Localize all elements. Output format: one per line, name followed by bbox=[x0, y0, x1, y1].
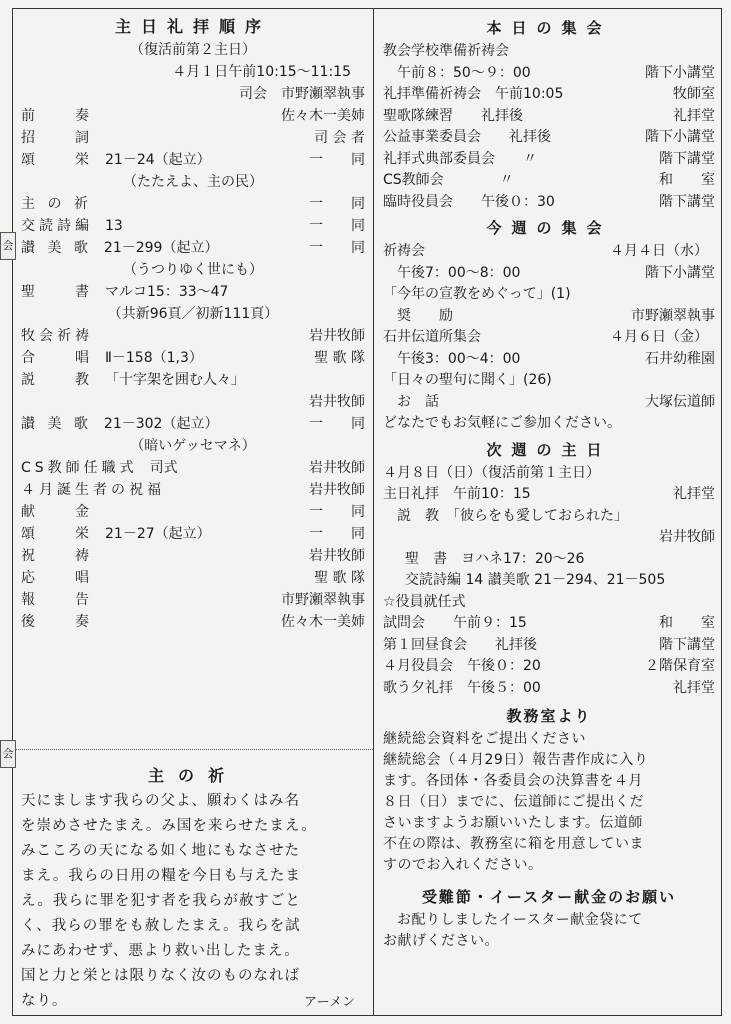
order-label: 前 奏 bbox=[21, 108, 93, 124]
list-item-left: 石井伝道所集会 bbox=[383, 329, 481, 345]
list-item-left: 午後7：00～8：00 bbox=[397, 264, 521, 281]
order-detail bbox=[93, 105, 281, 127]
list-item-right: 階下小講堂 bbox=[645, 64, 715, 81]
list-item-right: 階下講堂 bbox=[659, 193, 715, 210]
prayer-line: みにあわせず、悪より救い出したまえ。 bbox=[21, 943, 300, 959]
office-line: さいますようお願いいたします。伝道師 bbox=[383, 815, 643, 831]
list-text: 「今年の宣教をめぐって」(1) bbox=[383, 286, 571, 302]
order-detail bbox=[93, 567, 314, 589]
order-detail bbox=[93, 127, 314, 149]
order-person: 佐々木一美姉 bbox=[281, 614, 365, 630]
office-line: すのでお入れください。 bbox=[383, 857, 543, 873]
list-item-left: 第１回昼食会 礼拝後 bbox=[383, 636, 537, 653]
list-item-right: ４月４日（水） bbox=[610, 243, 715, 259]
list-right: 岩井牧師 bbox=[659, 529, 715, 545]
order-detail: 21－27（起立） bbox=[105, 526, 211, 542]
order-row bbox=[21, 347, 365, 369]
easter-title: 受難節・イースター献金のお願い bbox=[421, 888, 677, 906]
today-list bbox=[383, 41, 715, 213]
order-detail: 司式 bbox=[149, 460, 178, 476]
prayer-line: まえ。我らの日用の糧を今日も与えたま bbox=[21, 868, 301, 884]
order-row bbox=[21, 479, 365, 501]
office-line: 継続総会（４月29日）報告書作成に入り bbox=[383, 752, 649, 768]
easter-text bbox=[383, 910, 715, 952]
order-items bbox=[21, 105, 365, 633]
list-row bbox=[383, 192, 715, 214]
order-person: 一 同 bbox=[309, 416, 365, 432]
order-label: 合 唱 bbox=[21, 350, 93, 366]
lords-prayer bbox=[21, 761, 365, 1014]
list-item-left: 試問会 午前９：15 bbox=[383, 615, 527, 631]
order-row bbox=[21, 237, 365, 259]
list-text: ４月８日（日）（復活前第１主日） bbox=[383, 464, 600, 481]
order-row bbox=[21, 545, 365, 567]
list-text: ☆役員就任式 bbox=[383, 593, 466, 610]
list-text: どなたでもお気軽にご参加ください。 bbox=[383, 415, 621, 431]
list-text: 「日々の聖句に聞く」(26) bbox=[383, 372, 552, 388]
order-detail: 21－302（起立） bbox=[103, 416, 219, 432]
list-item-left: 主日礼拝 午前10：15 bbox=[383, 486, 531, 502]
list-item-left: 奨 励 bbox=[397, 307, 453, 324]
order-person: 聖 歌 隊 bbox=[314, 570, 365, 586]
order-detail bbox=[93, 611, 281, 633]
office-line: 不在の際は、教務室に箱を用意していま bbox=[383, 836, 644, 852]
easter-line: お献げください。 bbox=[383, 933, 499, 949]
list-item-left: 午前８：50～９：00 bbox=[397, 64, 531, 81]
order-detail bbox=[93, 501, 309, 523]
order-presider: 司会 市野瀬翠執事 bbox=[239, 86, 365, 102]
list-row bbox=[383, 263, 715, 285]
order-row bbox=[21, 457, 365, 479]
order-row bbox=[21, 127, 365, 149]
list-row bbox=[383, 149, 715, 171]
list-row bbox=[383, 106, 715, 128]
list-item-left: 祈祷会 bbox=[383, 243, 425, 259]
order-person: 一 同 bbox=[309, 196, 365, 212]
list-row bbox=[383, 63, 715, 85]
announcements bbox=[383, 15, 715, 952]
order-detail bbox=[93, 325, 309, 347]
order-detail: 21－299（起立） bbox=[103, 240, 219, 256]
order-row bbox=[21, 105, 365, 127]
order-detail bbox=[93, 589, 281, 611]
order-note: （共新96頁／初新111頁） bbox=[107, 306, 279, 322]
list-item-left: お 話 bbox=[397, 393, 439, 410]
office-line: 継続総会資料をご提出ください bbox=[383, 731, 586, 747]
list-item-right: 礼拝堂 bbox=[673, 679, 715, 696]
order-label: 説 教 bbox=[21, 372, 93, 388]
bulletin-page bbox=[12, 8, 722, 1016]
prayer-text bbox=[21, 789, 365, 1014]
order-detail: 「十字架を囲む人々」 bbox=[105, 372, 245, 388]
order-label: 頌 栄 bbox=[21, 526, 93, 542]
today-title: 本日の集会 bbox=[486, 19, 612, 37]
list-text: 交読詩編 14 讃美歌 21－294、21－505 bbox=[405, 572, 666, 588]
order-datetime: ４月１日午前10:15～11:15 bbox=[172, 64, 351, 80]
order-note: （暗いゲッセマネ） bbox=[130, 438, 256, 454]
section-divider bbox=[13, 749, 373, 750]
order-label: 交読詩編 bbox=[21, 218, 93, 234]
list-item-right: 礼拝堂 bbox=[673, 486, 715, 502]
order-person: 一 同 bbox=[309, 526, 365, 542]
order-person: 岩井牧師 bbox=[309, 482, 365, 498]
list-item-left: 礼拝準備祈祷会 午前10:05 bbox=[383, 86, 564, 102]
list-text: 聖 書 ヨハネ17：20～26 bbox=[405, 550, 585, 567]
order-detail bbox=[92, 193, 309, 215]
prayer-line: 国と力と栄とは限りなく汝のものなれば bbox=[21, 968, 300, 984]
next-list bbox=[383, 463, 715, 700]
order-label: 聖 書 bbox=[21, 284, 93, 300]
edge-tab-bottom: 会 bbox=[0, 740, 16, 768]
list-item-left: 公益事業委員会 礼拝後 bbox=[383, 129, 551, 145]
list-item-right: 和 室 bbox=[659, 172, 715, 188]
list-row bbox=[383, 127, 715, 149]
order-label: 招 詞 bbox=[21, 130, 93, 146]
week-title: 今週の集会 bbox=[486, 219, 612, 237]
list-row bbox=[383, 170, 715, 192]
order-label: 讃 美 歌 bbox=[21, 416, 92, 432]
order-row bbox=[21, 567, 365, 589]
order-label: CS教師任職式 bbox=[21, 460, 138, 476]
office-line: ８日（日）までに、伝道師にご提出くだ bbox=[383, 794, 644, 810]
list-row bbox=[383, 635, 715, 657]
order-detail: 21－24（起立） bbox=[105, 152, 211, 168]
list-item-right: ２階保育室 bbox=[645, 658, 715, 674]
office-title: 教務室より bbox=[506, 707, 592, 725]
order-label: 讃 美 歌 bbox=[21, 240, 92, 256]
easter-line: お配りしましたイースター献金袋にて bbox=[397, 912, 643, 928]
list-item-right: 礼拝堂 bbox=[673, 107, 715, 124]
list-text: 教会学校準備祈祷会 bbox=[383, 43, 509, 59]
order-label: 報 告 bbox=[21, 592, 93, 608]
order-right: 岩井牧師 bbox=[309, 394, 365, 410]
order-detail: 13 bbox=[105, 218, 123, 234]
order-person: 岩井牧師 bbox=[309, 328, 365, 344]
list-item-right: 階下講堂 bbox=[659, 636, 715, 653]
list-item-left: 聖歌隊練習 礼拝後 bbox=[383, 107, 523, 124]
order-person: 岩井牧師 bbox=[309, 548, 365, 564]
list-row bbox=[383, 613, 715, 635]
order-title: 主日礼拝順序 bbox=[114, 17, 271, 36]
list-row bbox=[383, 241, 715, 263]
list-row bbox=[383, 306, 715, 328]
worship-order bbox=[21, 15, 365, 633]
list-item-right: 市野瀬翠執事 bbox=[631, 307, 715, 324]
list-item-right: ４月６日（金） bbox=[610, 329, 715, 345]
order-row bbox=[21, 611, 365, 633]
list-item-left: 歌う夕礼拝 午後５：00 bbox=[383, 679, 541, 696]
order-person: 岩井牧師 bbox=[309, 460, 365, 476]
order-person: 一 同 bbox=[309, 152, 365, 168]
list-row bbox=[383, 656, 715, 678]
order-note: （うつりゆく世にも） bbox=[123, 262, 263, 278]
list-row bbox=[383, 327, 715, 349]
list-item-left: 礼拝式典部委員会 〃 bbox=[383, 150, 537, 167]
list-item-right: 牧師室 bbox=[673, 86, 715, 102]
order-subtitle: （復活前第２主日） bbox=[130, 42, 256, 58]
list-item-left: 臨時役員会 午後０：30 bbox=[383, 193, 555, 210]
prayer-line: を崇めさせたまえ。み国を来らせたまえ。 bbox=[21, 818, 317, 834]
list-text: 説 教 「彼らをも愛しておられた」 bbox=[397, 507, 628, 524]
prayer-line: く、我らの罪をも赦したまえ。我らを試 bbox=[21, 918, 301, 934]
order-detail bbox=[165, 479, 309, 501]
prayer-line: なり。 bbox=[21, 993, 68, 1009]
week-list bbox=[383, 241, 715, 435]
next-title: 次週の主日 bbox=[486, 440, 612, 459]
list-item-right: 大塚伝道師 bbox=[645, 393, 715, 410]
list-item-left: 午後3：00～4：00 bbox=[397, 350, 521, 367]
order-person: 聖 歌 隊 bbox=[314, 350, 365, 366]
list-row bbox=[383, 678, 715, 700]
order-person: 司 会 者 bbox=[314, 130, 365, 146]
order-label: 頌 栄 bbox=[21, 152, 93, 168]
order-row bbox=[21, 215, 365, 237]
order-label: 牧会祈祷 bbox=[21, 328, 93, 344]
list-item-right: 階下講堂 bbox=[659, 150, 715, 167]
order-detail: マルコ15：33～47 bbox=[105, 284, 229, 300]
list-row bbox=[383, 484, 715, 506]
list-row bbox=[383, 84, 715, 106]
list-item-right: 階下小講堂 bbox=[645, 264, 715, 281]
order-person: 市野瀬翠執事 bbox=[281, 592, 365, 608]
office-text bbox=[383, 729, 715, 876]
order-label: 献 金 bbox=[21, 504, 93, 520]
order-label: 応 唱 bbox=[21, 570, 93, 586]
order-label: 後 奏 bbox=[21, 614, 93, 630]
prayer-title: 主の祈 bbox=[147, 766, 238, 785]
order-person: 一 同 bbox=[309, 240, 365, 256]
list-row bbox=[383, 349, 715, 371]
list-item-left: ４月役員会 午後０：20 bbox=[383, 658, 541, 674]
order-row bbox=[21, 589, 365, 611]
order-row bbox=[21, 523, 365, 545]
prayer-line: みこころの天になる如く地にもなさせた bbox=[21, 843, 300, 859]
order-row bbox=[21, 193, 365, 215]
prayer-amen: アーメン bbox=[304, 995, 355, 1010]
order-row bbox=[21, 149, 365, 171]
list-item-right: 階下小講堂 bbox=[645, 129, 715, 145]
office-line: ます。各団体・各委員会の決算書を４月 bbox=[383, 773, 643, 789]
prayer-line: 天にまします我らの父よ、願わくはみ名 bbox=[21, 793, 300, 809]
order-row bbox=[21, 501, 365, 523]
order-note: （たたえよ、主の民） bbox=[123, 174, 263, 190]
order-label: ４月誕生者の祝福 bbox=[21, 482, 165, 498]
order-person: 一 同 bbox=[309, 504, 365, 520]
order-label: 祝 祷 bbox=[21, 548, 93, 564]
order-detail bbox=[93, 545, 309, 567]
list-item-left: CS教師会 〃 bbox=[383, 172, 514, 188]
prayer-line: え。我らに罪を犯す者を我らが赦すごと bbox=[21, 893, 301, 909]
order-row bbox=[21, 325, 365, 347]
order-row bbox=[21, 369, 365, 391]
list-row bbox=[383, 392, 715, 414]
order-person: 一 同 bbox=[309, 218, 365, 234]
order-row bbox=[21, 281, 365, 303]
list-item-right: 和 室 bbox=[659, 615, 715, 631]
edge-tab-top: 会 bbox=[0, 232, 16, 260]
order-person: 佐々木一美姉 bbox=[281, 108, 365, 124]
order-detail: Ⅱ－158（1,3） bbox=[105, 350, 203, 366]
order-row bbox=[21, 413, 365, 435]
list-item-right: 石井幼稚園 bbox=[645, 350, 715, 367]
column-divider bbox=[373, 9, 374, 1015]
order-label: 主 の 祈 bbox=[21, 196, 92, 212]
